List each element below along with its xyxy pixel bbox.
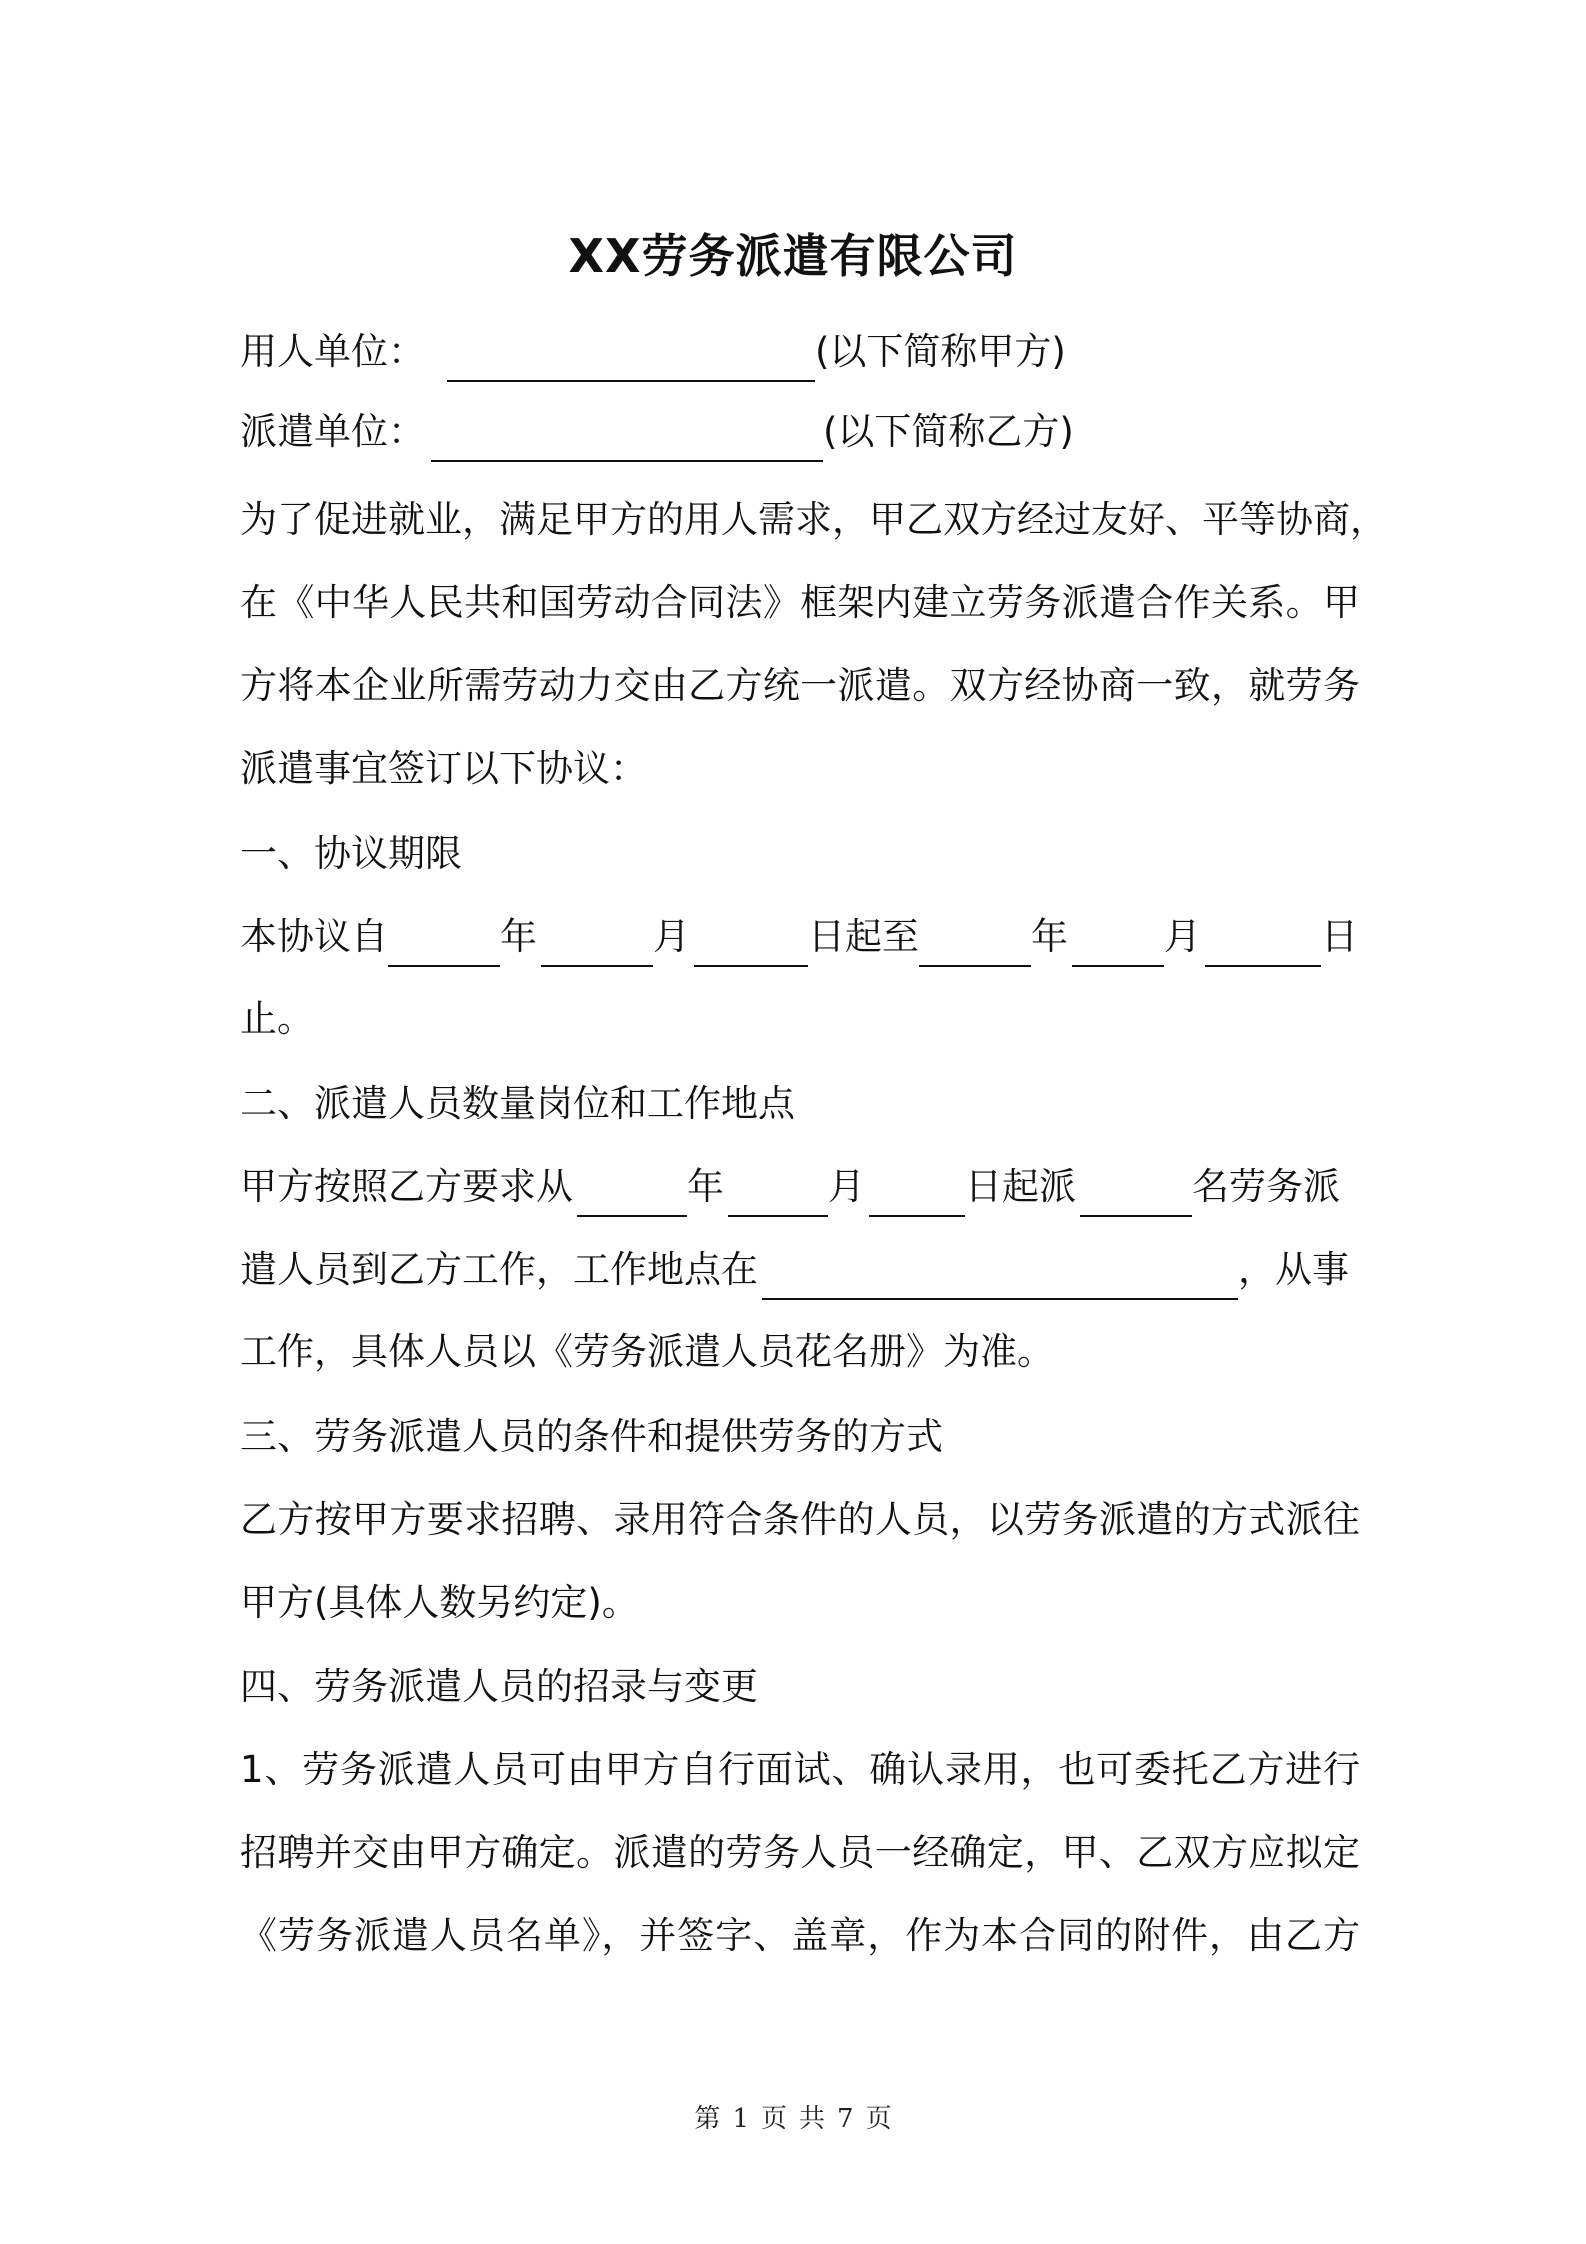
footer-text-3: 共: [799, 2104, 826, 2134]
party-a-suffix: (以下简称甲方): [815, 330, 1066, 373]
total-page-number: 7: [837, 2104, 854, 2134]
term-line: [240, 907, 1360, 967]
section-4-line-3: 《劳务派遣人员名单》，并签字、盖章，作为本合同的附件，由乙方: [240, 1914, 1360, 1957]
party-a-label: 用人单位：: [240, 330, 425, 373]
party-b-blank[interactable]: [431, 410, 823, 462]
section-3-line-2: 甲方(具体人数另约定)。: [240, 1581, 639, 1624]
dispatch-month-blank[interactable]: [728, 1165, 828, 1217]
intro-line-1: 为了促进就业，满足甲方的用人需求，甲乙双方经过友好、平等协商，: [240, 498, 1387, 541]
dispatch-text-7: ，从事: [1238, 1248, 1349, 1291]
dispatch-text-2: 年: [687, 1165, 724, 1208]
section-4-line-1: 1、劳务派遣人员可由甲方自行面试、确认录用，也可委托乙方进行: [240, 1748, 1360, 1791]
term-text-5: 年: [1031, 915, 1068, 958]
dispatch-text-1: 甲方按照乙方要求从: [240, 1165, 573, 1208]
term-text-7: 日: [1321, 915, 1358, 958]
term-line-end: 止。: [240, 997, 314, 1040]
footer-text-4: 页: [865, 2104, 892, 2134]
section-2-heading: 二、派遣人员数量岗位和工作地点: [240, 1082, 795, 1125]
section-1-heading: 一、协议期限: [240, 832, 462, 875]
current-page-number: 1: [732, 2104, 749, 2134]
footer-text-2: 页: [760, 2104, 787, 2134]
section-4-heading: 四、劳务派遣人员的招录与变更: [240, 1665, 758, 1708]
party-a-line: [240, 322, 1360, 382]
page-footer: [0, 2098, 1586, 2135]
section-3-heading: 三、劳务派遣人员的条件和提供劳务的方式: [240, 1415, 943, 1458]
dispatch-line-2: [240, 1240, 1360, 1300]
term-text-6: 月: [1164, 915, 1201, 958]
party-b-suffix: (以下简称乙方): [823, 410, 1074, 453]
section-3-line-1: 乙方按甲方要求招聘、录用符合条件的人员，以劳务派遣的方式派往: [240, 1498, 1360, 1541]
dispatch-year-blank[interactable]: [577, 1165, 687, 1217]
term-text-4: 日起至: [808, 915, 919, 958]
intro-line-2: 在《中华人民共和国劳动合同法》框架内建立劳务派遣合作关系。甲: [240, 581, 1360, 624]
footer-text-1: 第: [694, 2104, 721, 2134]
document-title: XX劳务派遣有限公司: [568, 229, 1018, 283]
intro-line-3: 方将本企业所需劳动力交由乙方统一派遣。双方经协商一致，就劳务: [240, 664, 1360, 707]
dispatch-line-1: [240, 1157, 1360, 1217]
term-start-year-blank[interactable]: [388, 915, 500, 967]
term-end-month-blank[interactable]: [1072, 915, 1164, 967]
dispatch-text-6: 遣人员到乙方工作，工作地点在: [240, 1248, 758, 1291]
term-start-month-blank[interactable]: [541, 915, 653, 967]
dispatch-line-3: 工作，具体人员以《劳务派遣人员花名册》为准。: [240, 1330, 1054, 1373]
dispatch-text-5: 名劳务派: [1192, 1165, 1340, 1208]
section-4-line-2: 招聘并交由甲方确定。派遣的劳务人员一经确定，甲、乙双方应拟定: [240, 1831, 1360, 1874]
dispatch-count-blank[interactable]: [1080, 1165, 1192, 1217]
term-text-1: 本协议自: [240, 915, 388, 958]
party-a-blank[interactable]: [447, 330, 815, 382]
dispatch-text-3: 月: [828, 1165, 865, 1208]
party-b-line: [240, 402, 1360, 462]
dispatch-text-4: 日起派: [965, 1165, 1076, 1208]
intro-line-4: 派遣事宜签订以下协议：: [240, 747, 647, 790]
term-text-2: 年: [500, 915, 537, 958]
term-start-day-blank[interactable]: [694, 915, 808, 967]
term-end-day-blank[interactable]: [1205, 915, 1321, 967]
dispatch-day-blank[interactable]: [869, 1165, 965, 1217]
party-b-label: 派遣单位：: [240, 410, 425, 453]
term-end-year-blank[interactable]: [919, 915, 1031, 967]
term-text-3: 月: [653, 915, 690, 958]
work-location-blank[interactable]: [762, 1248, 1238, 1300]
